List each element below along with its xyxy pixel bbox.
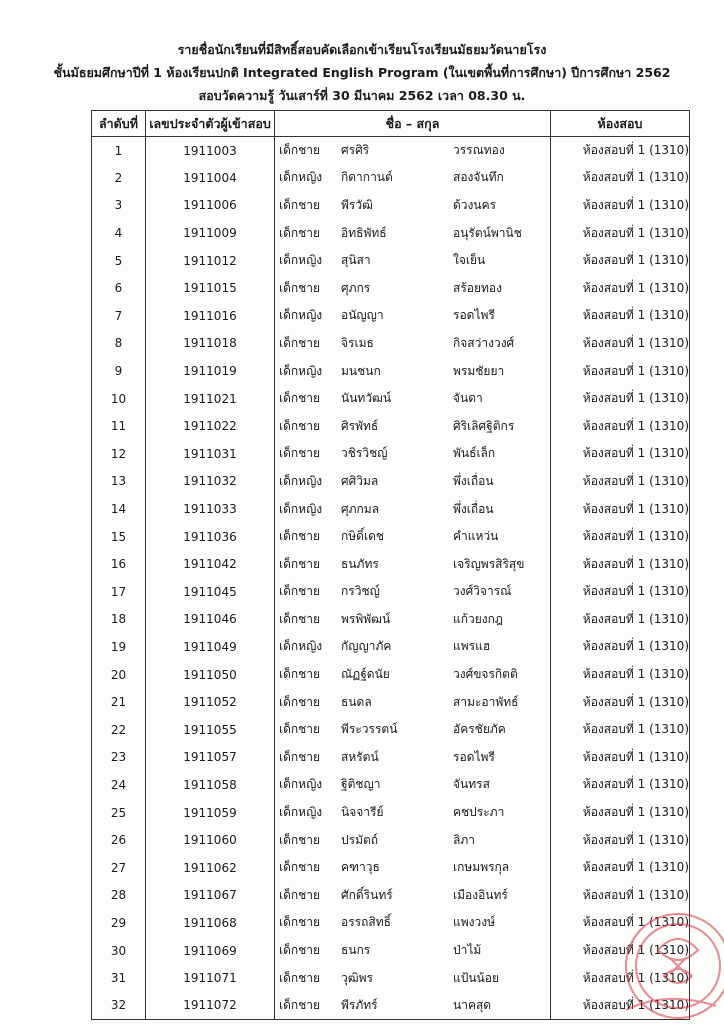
table-row xyxy=(92,964,690,992)
student-name xyxy=(275,771,551,799)
row-number: 9 xyxy=(92,357,146,385)
student-name xyxy=(275,192,551,220)
exam-room: ห้องสอบที่ 1 (1310) xyxy=(551,274,690,302)
exam-room: ห้องสอบที่ 1 (1310) xyxy=(551,523,690,551)
first-name: พีรภัทร์ xyxy=(341,997,378,1012)
row-number: 19 xyxy=(92,633,146,661)
student-name xyxy=(275,440,551,468)
exam-room: ห้องสอบที่ 1 (1310) xyxy=(551,771,690,799)
candidate-id: 1911031 xyxy=(146,440,275,468)
last-name: ป่าไม้ xyxy=(453,943,482,958)
table-row xyxy=(92,330,690,358)
table-row xyxy=(92,137,690,165)
first-name: อนัญญา xyxy=(341,308,384,323)
exam-room: ห้องสอบที่ 1 (1310) xyxy=(551,882,690,910)
last-name: อนุรัตน์พานิช xyxy=(453,225,522,240)
student-name xyxy=(275,385,551,413)
table-row xyxy=(92,357,690,385)
candidate-id: 1911057 xyxy=(146,744,275,772)
candidate-id: 1911019 xyxy=(146,357,275,385)
exam-room: ห้องสอบที่ 1 (1310) xyxy=(551,192,690,220)
name-prefix: เด็กชาย xyxy=(279,225,321,240)
student-name xyxy=(275,854,551,882)
table-row xyxy=(92,688,690,716)
student-name xyxy=(275,992,551,1020)
table-row xyxy=(92,661,690,689)
first-name: ธนภัทร xyxy=(341,556,379,571)
name-prefix: เด็กชาย xyxy=(279,997,321,1012)
table-row xyxy=(92,854,690,882)
student-name xyxy=(275,633,551,661)
name-prefix: เด็กหญิง xyxy=(279,501,323,516)
exam-room: ห้องสอบที่ 1 (1310) xyxy=(551,633,690,661)
table-row xyxy=(92,440,690,468)
student-name xyxy=(275,744,551,772)
student-name xyxy=(275,468,551,496)
first-name: ณัฏฐ์ดนัย xyxy=(341,667,390,682)
candidate-id: 1911069 xyxy=(146,937,275,965)
row-number: 31 xyxy=(92,964,146,992)
last-name: สองจันทึก xyxy=(453,170,504,185)
row-number: 5 xyxy=(92,247,146,275)
name-prefix: เด็กชาย xyxy=(279,391,321,406)
candidate-id: 1911067 xyxy=(146,882,275,910)
row-number: 4 xyxy=(92,219,146,247)
last-name: พึ่งเถื่อน xyxy=(453,501,494,516)
table-row xyxy=(92,937,690,965)
first-name: กรวิชญ์ xyxy=(341,584,380,599)
candidate-id: 1911055 xyxy=(146,716,275,744)
row-number: 8 xyxy=(92,330,146,358)
student-name xyxy=(275,302,551,330)
first-name: พรพิพัฒน์ xyxy=(341,611,391,626)
row-number: 1 xyxy=(92,137,146,165)
first-name: สุนิสา xyxy=(341,253,371,268)
first-name: อิทธิพัทธ์ xyxy=(341,225,387,240)
name-prefix: เด็กหญิง xyxy=(279,170,323,185)
first-name: ศุภกร xyxy=(341,280,371,295)
candidate-id: 1911059 xyxy=(146,799,275,827)
exam-room: ห้องสอบที่ 1 (1310) xyxy=(551,468,690,496)
last-name: คชประภา xyxy=(453,805,505,820)
table-row xyxy=(92,578,690,606)
student-name xyxy=(275,882,551,910)
name-prefix: เด็กชาย xyxy=(279,418,321,433)
table-body xyxy=(92,137,690,1020)
student-name xyxy=(275,412,551,440)
exam-room: ห้องสอบที่ 1 (1310) xyxy=(551,606,690,634)
last-name: จันดา xyxy=(453,391,483,406)
row-number: 10 xyxy=(92,385,146,413)
last-name: ศิริเลิศฐิติกร xyxy=(453,418,515,433)
title-line-2: ชั้นมัธยมศึกษาปีที่ 1 ห้องเรียนปกติ Integrated English Program (ในเขตพื้นที่การศึกษา) ปีการศึกษา 2562 xyxy=(53,65,671,80)
last-name: รอดไพรี xyxy=(453,749,495,764)
last-name: เกษมพรกุล xyxy=(453,860,510,875)
first-name: ศิรพัทธ์ xyxy=(341,418,379,433)
table-row xyxy=(92,550,690,578)
candidate-id: 1911068 xyxy=(146,909,275,937)
student-name xyxy=(275,219,551,247)
exam-room: ห้องสอบที่ 1 (1310) xyxy=(551,937,690,965)
last-name: แป้นน้อย xyxy=(453,970,499,985)
last-name: ด้วงนคร xyxy=(453,197,497,212)
name-prefix: เด็กหญิง xyxy=(279,473,323,488)
first-name: ศุภกมล xyxy=(341,501,380,516)
name-prefix: เด็กชาย xyxy=(279,749,321,764)
row-number: 18 xyxy=(92,606,146,634)
student-name xyxy=(275,137,551,165)
last-name: เมืองอินทร์ xyxy=(453,887,508,902)
table-row xyxy=(92,992,690,1020)
row-number: 25 xyxy=(92,799,146,827)
row-number: 21 xyxy=(92,688,146,716)
table-row xyxy=(92,274,690,302)
name-prefix: เด็กชาย xyxy=(279,611,321,626)
name-prefix: เด็กชาย xyxy=(279,860,321,875)
last-name: เจริญพรสิริสุข xyxy=(453,556,525,571)
exam-room: ห้องสอบที่ 1 (1310) xyxy=(551,302,690,330)
student-name xyxy=(275,661,551,689)
student-name xyxy=(275,495,551,523)
exam-room: ห้องสอบที่ 1 (1310) xyxy=(551,550,690,578)
student-name xyxy=(275,164,551,192)
name-prefix: เด็กหญิง xyxy=(279,363,323,378)
first-name: สหรัตน์ xyxy=(341,749,379,764)
exam-room: ห้องสอบที่ 1 (1310) xyxy=(551,495,690,523)
name-prefix: เด็กชาย xyxy=(279,887,321,902)
first-name: วชิรวิชญ์ xyxy=(341,446,388,461)
candidate-id: 1911058 xyxy=(146,771,275,799)
first-name: กัญญาภัค xyxy=(341,639,392,654)
table-row xyxy=(92,302,690,330)
exam-room: ห้องสอบที่ 1 (1310) xyxy=(551,688,690,716)
name-prefix: เด็กชาย xyxy=(279,970,321,985)
table-row xyxy=(92,247,690,275)
exam-room: ห้องสอบที่ 1 (1310) xyxy=(551,247,690,275)
row-number: 26 xyxy=(92,826,146,854)
candidate-id: 1911009 xyxy=(146,219,275,247)
candidate-id: 1911072 xyxy=(146,992,275,1020)
row-number: 24 xyxy=(92,771,146,799)
exam-room: ห้องสอบที่ 1 (1310) xyxy=(551,164,690,192)
first-name: กษิดิ์เดช xyxy=(341,529,385,544)
exam-room: ห้องสอบที่ 1 (1310) xyxy=(551,137,690,165)
name-prefix: เด็กชาย xyxy=(279,943,321,958)
name-prefix: เด็กชาย xyxy=(279,722,321,737)
table-row xyxy=(92,882,690,910)
name-prefix: เด็กชาย xyxy=(279,446,321,461)
table-row xyxy=(92,192,690,220)
last-name: แพรแฮ xyxy=(453,639,491,654)
column-header-room: ห้องสอบ xyxy=(551,111,690,137)
first-name: ฐิติชญา xyxy=(341,777,381,792)
first-name: คฑาวุธ xyxy=(341,860,380,875)
student-name xyxy=(275,523,551,551)
candidate-id: 1911015 xyxy=(146,274,275,302)
first-name: ปรมัตถ์ xyxy=(341,832,379,847)
exam-room: ห้องสอบที่ 1 (1310) xyxy=(551,412,690,440)
table-row xyxy=(92,716,690,744)
exam-room: ห้องสอบที่ 1 (1310) xyxy=(551,992,690,1020)
last-name: พึ่งเถื่อน xyxy=(453,473,494,488)
row-number: 12 xyxy=(92,440,146,468)
last-name: แพงวงษ์ xyxy=(453,915,496,930)
last-name: สามะอาพัทธ์ xyxy=(453,694,519,709)
table-row xyxy=(92,412,690,440)
name-prefix: เด็กชาย xyxy=(279,556,321,571)
exam-room: ห้องสอบที่ 1 (1310) xyxy=(551,330,690,358)
candidate-id: 1911050 xyxy=(146,661,275,689)
name-prefix: เด็กชาย xyxy=(279,335,321,350)
student-name xyxy=(275,964,551,992)
table-row xyxy=(92,523,690,551)
last-name: แก้วยงกฎ xyxy=(453,611,503,626)
table-row xyxy=(92,633,690,661)
name-prefix: เด็กชาย xyxy=(279,197,321,212)
row-number: 15 xyxy=(92,523,146,551)
last-name: วรรณทอง xyxy=(453,143,505,158)
candidate-id: 1911046 xyxy=(146,606,275,634)
name-prefix: เด็กหญิง xyxy=(279,639,323,654)
student-name xyxy=(275,909,551,937)
table-row xyxy=(92,799,690,827)
student-name xyxy=(275,826,551,854)
candidate-id: 1911021 xyxy=(146,385,275,413)
row-number: 14 xyxy=(92,495,146,523)
name-prefix: เด็กชาย xyxy=(279,915,321,930)
row-number: 29 xyxy=(92,909,146,937)
first-name: ศรศิริ xyxy=(341,143,370,158)
exam-room: ห้องสอบที่ 1 (1310) xyxy=(551,578,690,606)
student-name xyxy=(275,357,551,385)
row-number: 6 xyxy=(92,274,146,302)
last-name: ใจเย็น xyxy=(453,253,486,268)
exam-room: ห้องสอบที่ 1 (1310) xyxy=(551,661,690,689)
name-prefix: เด็กชาย xyxy=(279,584,321,599)
first-name: ศักดิ์รินทร์ xyxy=(341,887,393,902)
candidate-id: 1911018 xyxy=(146,330,275,358)
student-name xyxy=(275,688,551,716)
last-name: พันธ์เล็ก xyxy=(453,446,496,461)
candidate-id: 1911071 xyxy=(146,964,275,992)
exam-room: ห้องสอบที่ 1 (1310) xyxy=(551,716,690,744)
row-number: 23 xyxy=(92,744,146,772)
candidate-id: 1911003 xyxy=(146,137,275,165)
exam-room: ห้องสอบที่ 1 (1310) xyxy=(551,826,690,854)
student-name xyxy=(275,274,551,302)
candidate-id: 1911004 xyxy=(146,164,275,192)
student-name xyxy=(275,937,551,965)
candidate-id: 1911033 xyxy=(146,495,275,523)
candidate-id: 1911052 xyxy=(146,688,275,716)
candidate-id: 1911032 xyxy=(146,468,275,496)
exam-room: ห้องสอบที่ 1 (1310) xyxy=(551,440,690,468)
table-row xyxy=(92,606,690,634)
student-name xyxy=(275,247,551,275)
last-name: วงศ์ขจรกิตติ xyxy=(453,667,518,682)
name-prefix: เด็กชาย xyxy=(279,694,321,709)
exam-room: ห้องสอบที่ 1 (1310) xyxy=(551,744,690,772)
exam-room: ห้องสอบที่ 1 (1310) xyxy=(551,799,690,827)
student-name xyxy=(275,606,551,634)
first-name: อรรถสิทธิ์ xyxy=(341,915,391,930)
first-name: พีรวัฒิ xyxy=(341,197,373,212)
table-row xyxy=(92,385,690,413)
column-header-id: เลขประจำตัวผู้เข้าสอบ xyxy=(146,111,275,137)
row-number: 3 xyxy=(92,192,146,220)
row-number: 13 xyxy=(92,468,146,496)
name-prefix: เด็กชาย xyxy=(279,667,321,682)
last-name: พรมชัยยา xyxy=(453,363,505,378)
student-name xyxy=(275,799,551,827)
table-row xyxy=(92,826,690,854)
last-name: นาคสุด xyxy=(453,997,492,1012)
table-row xyxy=(92,909,690,937)
table-row xyxy=(92,771,690,799)
last-name: คำแหว่น xyxy=(453,529,499,544)
table-row xyxy=(92,744,690,772)
first-name: จิรเมธ xyxy=(341,335,374,350)
table-row xyxy=(92,219,690,247)
name-prefix: เด็กชาย xyxy=(279,280,321,295)
last-name: อัครชัยภัค xyxy=(453,722,506,737)
table-header-row xyxy=(92,111,690,137)
exam-room: ห้องสอบที่ 1 (1310) xyxy=(551,854,690,882)
table-row xyxy=(92,164,690,192)
row-number: 2 xyxy=(92,164,146,192)
first-name: นิจจารีย์ xyxy=(341,805,384,820)
exam-room: ห้องสอบที่ 1 (1310) xyxy=(551,909,690,937)
first-name: นันทวัฒน์ xyxy=(341,391,392,406)
title-line-1: รายชื่อนักเรียนที่มีสิทธิ์สอบคัดเลือกเข้าเรียนโรงเรียนมัธยมวัดนายโรง xyxy=(177,42,547,57)
student-name xyxy=(275,330,551,358)
last-name: วงศ์วิจารณ์ xyxy=(453,584,512,599)
row-number: 17 xyxy=(92,578,146,606)
name-prefix: เด็กชาย xyxy=(279,529,321,544)
last-name: กิจสว่างวงศ์ xyxy=(453,335,515,350)
student-name xyxy=(275,716,551,744)
row-number: 7 xyxy=(92,302,146,330)
first-name: ธนกร xyxy=(341,943,371,958)
row-number: 27 xyxy=(92,854,146,882)
first-name: กิดากานต์ xyxy=(341,170,393,185)
document-header xyxy=(0,38,724,107)
name-prefix: เด็กหญิง xyxy=(279,805,323,820)
first-name: พีระวรรตน์ xyxy=(341,722,398,737)
candidate-id: 1911062 xyxy=(146,854,275,882)
column-header-name: ชื่อ – สกุล xyxy=(275,111,551,137)
row-number: 28 xyxy=(92,882,146,910)
row-number: 30 xyxy=(92,937,146,965)
first-name: ศศิวิมล xyxy=(341,473,379,488)
candidate-id: 1911012 xyxy=(146,247,275,275)
candidate-id: 1911016 xyxy=(146,302,275,330)
row-number: 20 xyxy=(92,661,146,689)
first-name: มนชนก xyxy=(341,363,381,378)
exam-room: ห้องสอบที่ 1 (1310) xyxy=(551,385,690,413)
last-name: รอดไพรี xyxy=(453,308,495,323)
last-name: สร้อยทอง xyxy=(453,280,502,295)
title-line-3: สอบวัดความรู้ วันเสาร์ที่ 30 มีนาคม 2562 เวลา 08.30 น. xyxy=(198,88,526,103)
exam-room: ห้องสอบที่ 1 (1310) xyxy=(551,964,690,992)
candidate-id: 1911022 xyxy=(146,412,275,440)
name-prefix: เด็กชาย xyxy=(279,143,321,158)
candidate-id: 1911006 xyxy=(146,192,275,220)
candidate-id: 1911036 xyxy=(146,523,275,551)
row-number: 22 xyxy=(92,716,146,744)
student-roster-table xyxy=(91,110,690,1020)
exam-room: ห้องสอบที่ 1 (1310) xyxy=(551,219,690,247)
name-prefix: เด็กหญิง xyxy=(279,777,323,792)
table-row xyxy=(92,468,690,496)
first-name: ธนดล xyxy=(341,694,372,709)
row-number: 11 xyxy=(92,412,146,440)
last-name: จันทรส xyxy=(453,777,490,792)
exam-room: ห้องสอบที่ 1 (1310) xyxy=(551,357,690,385)
student-name xyxy=(275,578,551,606)
candidate-id: 1911060 xyxy=(146,826,275,854)
student-name xyxy=(275,550,551,578)
row-number: 32 xyxy=(92,992,146,1020)
candidate-id: 1911049 xyxy=(146,633,275,661)
candidate-id: 1911042 xyxy=(146,550,275,578)
first-name: วุฒิพร xyxy=(341,970,373,985)
last-name: ลิภา xyxy=(453,832,476,847)
name-prefix: เด็กชาย xyxy=(279,832,321,847)
candidate-id: 1911045 xyxy=(146,578,275,606)
name-prefix: เด็กหญิง xyxy=(279,253,323,268)
name-prefix: เด็กหญิง xyxy=(279,308,323,323)
row-number: 16 xyxy=(92,550,146,578)
column-header-no: ลำดับที่ xyxy=(92,111,146,137)
table-row xyxy=(92,495,690,523)
